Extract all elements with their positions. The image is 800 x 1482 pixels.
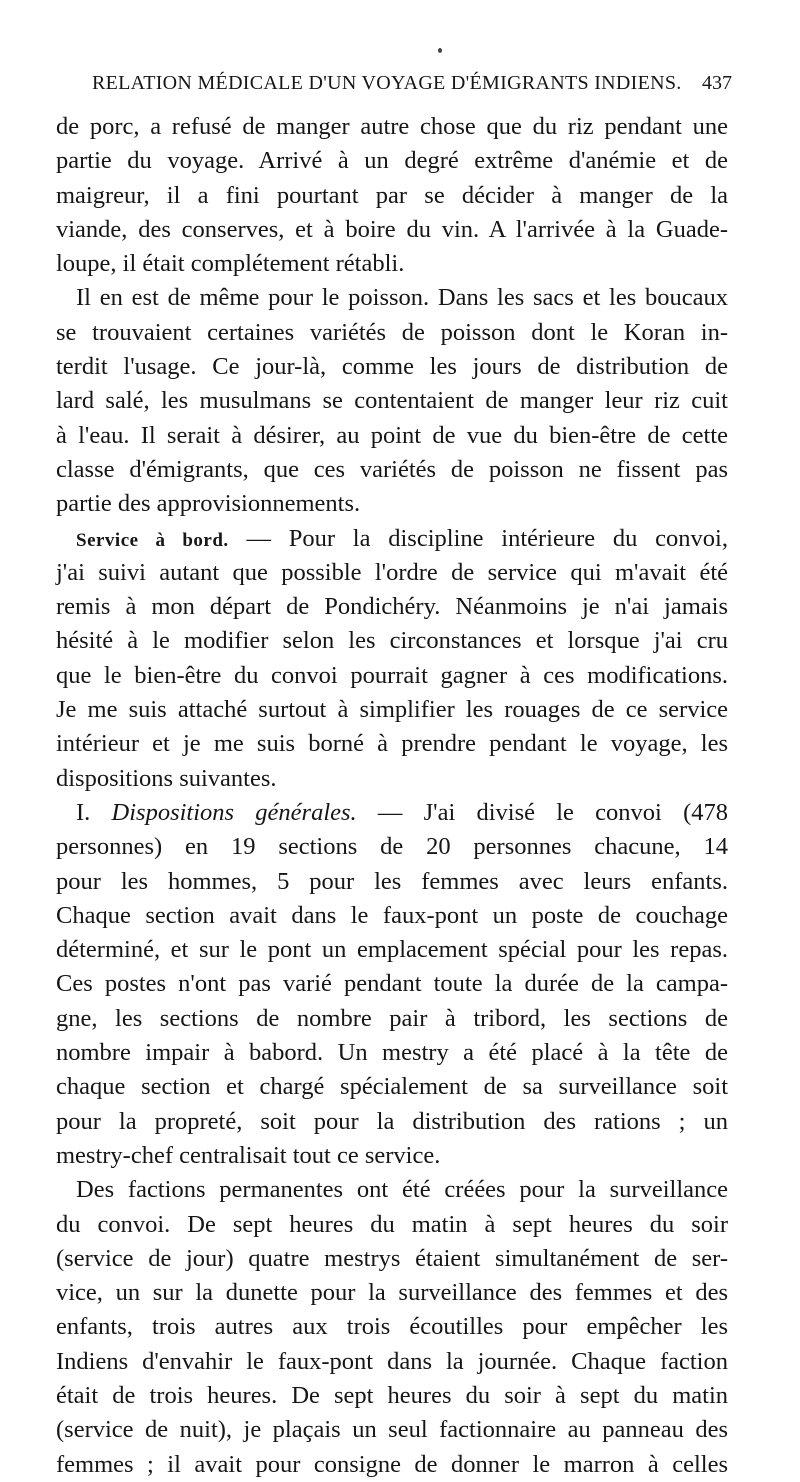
text-line: classe d'émigrants, que ces variétés de poisson ne fissent pas [56, 455, 728, 483]
text-line: maigreur, il a fini pourtant par se décider à manger de la [56, 181, 728, 209]
text-line: partie des approvisionnements. [56, 490, 361, 518]
section-heading-line [56, 522, 728, 556]
text-line: chaque section et chargé spécialement de sa surveillance soit [56, 1073, 728, 1101]
text-line: à l'eau. Il serait à désirer, au point de vue du bien-être de cette [56, 421, 728, 449]
text-line: lard salé, les musulmans se contentaient de manger leur riz cuit [56, 387, 728, 415]
text-line: nombre impair à babord. Un mestry a été placé à la tête de [56, 1039, 728, 1067]
paragraph-start-line: Des factions permanentes ont été créées pour la surveillance [76, 1176, 728, 1204]
text-line: viande, des conserves, et à boire du vin. A l'arrivée à la Guade- [56, 215, 728, 243]
text-line: enfants, trois autres aux trois écoutilles pour empêcher les [56, 1313, 728, 1341]
text-line: était de trois heures. De sept heures du soir à sept du matin [56, 1381, 728, 1409]
section-heading-text: — Pour la discipline intérieure du convoi, [228, 524, 728, 552]
text-line: gne, les sections de nombre pair à tribord, les sections de [56, 1004, 728, 1032]
text-line: se trouvaient certaines variétés de poisson dont le Koran in- [56, 318, 728, 346]
text-line: remis à mon départ de Pondichéry. Néanmoins je n'ai jamais [56, 593, 728, 621]
subsection-heading-text: — J'ai divisé le convoi (478 [356, 798, 728, 826]
ink-speck [438, 48, 442, 53]
text-line: femmes ; il avait pour consigne de donner le marron à celles [56, 1450, 728, 1478]
text-line: pour les hommes, 5 pour les femmes avec leurs enfants. [56, 867, 728, 895]
text-line: que le bien-être du convoi pourrait gagner à ces modifications. [56, 661, 728, 689]
text-line: mestry-chef centralisait tout ce service. [56, 1141, 441, 1169]
text-line: de porc, a refusé de manger autre chose que du riz pendant une [56, 113, 728, 140]
subsection-number: I. [76, 798, 112, 826]
subsection-title: Dispositions générales. [111, 798, 357, 826]
text-line: partie du voyage. Arrivé à un degré extrême d'anémie et de [56, 147, 728, 175]
text-line: Indiens d'envahir le faux-pont dans la journée. Chaque faction [56, 1347, 728, 1375]
text-line: dispositions suivantes. [56, 764, 277, 792]
text-line: Je me suis attaché surtout à simplifier les rouages de ce service [56, 696, 728, 724]
text-line: j'ai suivi autant que possible l'ordre de service qui m'avait été [56, 558, 728, 586]
body-text [56, 110, 728, 1482]
page-header [92, 70, 732, 100]
text-line: pour la propreté, soit pour la distribution des rations ; un [56, 1107, 728, 1135]
paragraph-start-line: Il en est de même pour le poisson. Dans les sacs et les boucaux [76, 284, 728, 312]
text-line: Ces postes n'ont pas varié pendant toute la durée de la campa- [56, 970, 728, 998]
text-line: terdit l'usage. Ce jour-là, comme les jours de distribution de [56, 353, 728, 381]
running-title: RELATION MÉDICALE D'UN VOYAGE D'ÉMIGRANTS INDIENS. [92, 72, 682, 94]
text-line: Chaque section avait dans le faux-pont un poste de couchage [56, 901, 728, 929]
page-number: 437 [702, 72, 732, 94]
text-line: vice, un sur la dunette pour la surveillance des femmes et des [56, 1279, 728, 1307]
text-line: intérieur et je me suis borné à prendre pendant le voyage, les [56, 730, 728, 758]
text-line: hésité à le modifier selon les circonstances et lorsque j'ai cru [56, 627, 728, 655]
text-line: déterminé, et sur le pont un emplacement spécial pour les repas. [56, 936, 728, 964]
text-line: personnes) en 19 sections de 20 personnes chacune, 14 [56, 833, 728, 861]
text-line: (service de jour) quatre mestrys étaient simultanément de ser- [56, 1244, 728, 1272]
section-rubric: Service à bord. [76, 529, 229, 551]
text-line: du convoi. De sept heures du matin à sept heures du soir [56, 1210, 728, 1238]
text-line: loupe, il était complétement rétabli. [56, 250, 405, 278]
text-line: (service de nuit), je plaçais un seul factionnaire au panneau des [56, 1416, 728, 1444]
subsection-heading-line [56, 796, 728, 830]
